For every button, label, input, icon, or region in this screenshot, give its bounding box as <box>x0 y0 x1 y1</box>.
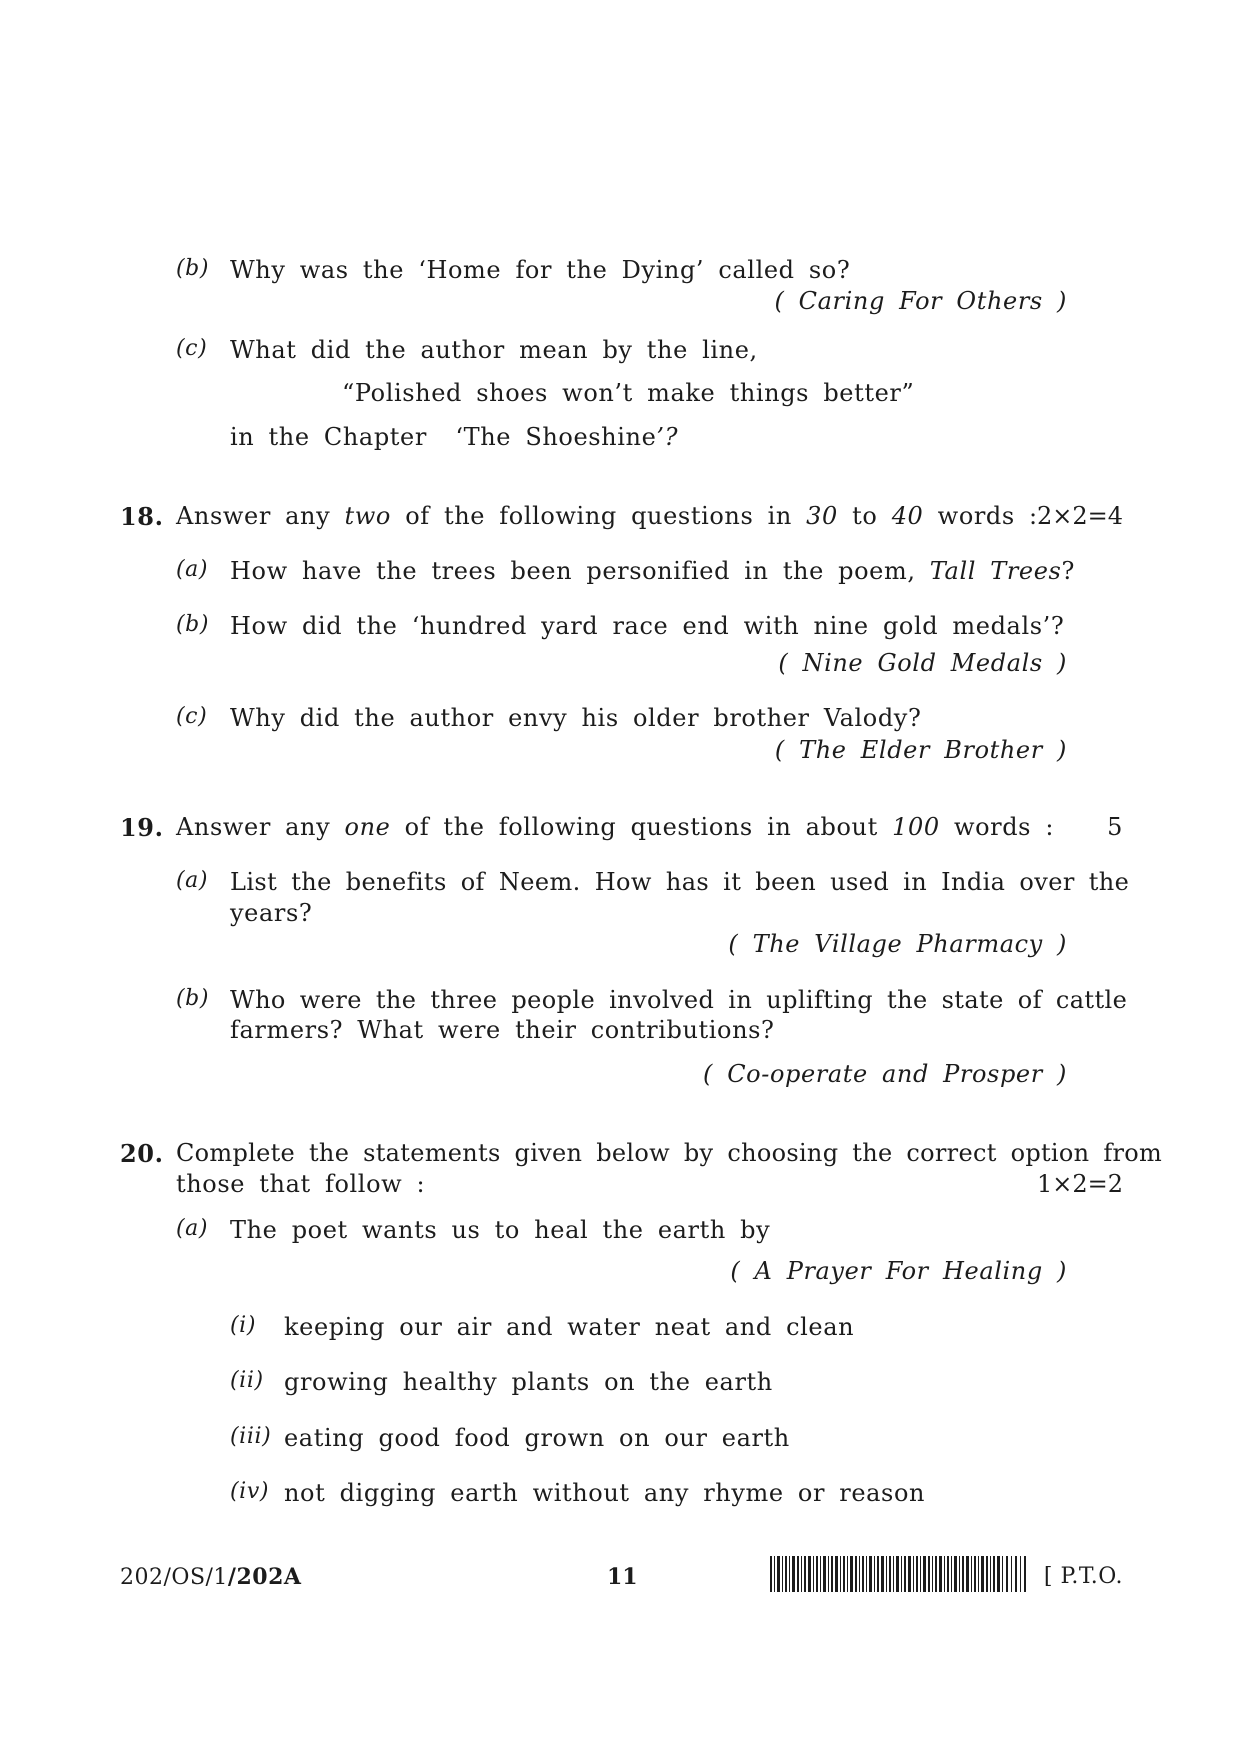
q19-intro-em1: one <box>344 813 391 841</box>
q18-b-text: How did the ‘hundred yard race end with nine gold medals’? <box>230 612 1065 640</box>
q19-b-line1: Who were the three people involved in uplifting the state of cattle <box>230 986 1128 1014</box>
q17-c-chapter-end: ’? <box>656 423 679 451</box>
q20-number: 20. <box>120 1139 164 1168</box>
q20-a-source: ( A Prayer For Healing ) <box>730 1257 1067 1285</box>
q19-a-source: ( The Village Pharmacy ) <box>728 930 1067 958</box>
q18-a-poem: Tall Trees <box>929 557 1062 585</box>
q18-c-label: (c) <box>176 704 208 729</box>
q18-marks: 2×2=4 <box>1036 502 1123 530</box>
pto-label: [ P.T.O. <box>1043 1564 1123 1589</box>
q19-intro-mid: of the following questions in about <box>404 813 878 841</box>
q20-line1: Complete the statements given below by choosing the correct option from <box>176 1139 1163 1167</box>
q17-b-label: (b) <box>176 256 210 281</box>
q17-c-chapter: ‘The Shoeshine <box>455 423 657 451</box>
q18-b-label: (b) <box>176 612 210 637</box>
q18-c-text: Why did the author envy his older brother Valody? <box>230 704 922 732</box>
q18-intro-mid1: of the following questions in <box>405 502 792 530</box>
q19-intro-em2: 100 <box>892 813 940 841</box>
q17-b-source: ( Caring For Others ) <box>774 287 1067 315</box>
q20-option-label: (i) <box>230 1313 257 1338</box>
q17-c-text: What did the author mean by the line, <box>230 336 758 364</box>
q20-marks: 1×2=2 <box>1036 1170 1123 1198</box>
q19-intro <box>176 813 1054 841</box>
q20-option-text: not digging earth without any rhyme or reason <box>284 1479 926 1507</box>
q18-a-text: How have the trees been personified in the poem, <box>230 557 916 585</box>
q20-option-text: keeping our air and water neat and clean <box>284 1313 855 1341</box>
q19-marks: 5 <box>1107 813 1123 841</box>
q18-intro-em3: 40 <box>891 502 924 530</box>
q20-line2: those that follow : <box>176 1170 426 1198</box>
q20-option-text: growing healthy plants on the earth <box>284 1368 773 1396</box>
q20-a-text: The poet wants us to heal the earth by <box>230 1216 771 1244</box>
q20-option-label: (ii) <box>230 1368 264 1393</box>
q17-c-label: (c) <box>176 336 208 361</box>
q18-a-label: (a) <box>176 557 209 582</box>
q19-b-line2: farmers? What were their contributions? <box>230 1016 775 1044</box>
q20-option-label: (iv) <box>230 1479 270 1504</box>
footer-code-prefix: 202/OS/1 <box>120 1565 228 1590</box>
q20-option-label: (iii) <box>230 1424 272 1449</box>
q17-b-text: Why was the ‘Home for the Dying’ called so? <box>230 256 851 284</box>
q19-a-label: (a) <box>176 868 209 893</box>
q17-c-quote: “Polished shoes won’t make things better” <box>342 379 915 407</box>
q19-b-label: (b) <box>176 986 210 1011</box>
q19-number: 19. <box>120 813 164 842</box>
q18-intro-em2: 30 <box>806 502 838 530</box>
q18-a-end: ? <box>1061 557 1075 585</box>
q18-a-question <box>230 557 1075 585</box>
q18-intro-post: words : <box>937 502 1038 530</box>
q19-intro-post: words : <box>953 813 1055 841</box>
q18-intro-em1: two <box>344 502 391 530</box>
q18-intro-mid2: to <box>852 502 878 530</box>
q18-number: 18. <box>120 502 164 531</box>
barcode <box>770 1556 1028 1592</box>
q19-b-source: ( Co-operate and Prosper ) <box>703 1060 1067 1088</box>
q18-b-source: ( Nine Gold Medals ) <box>778 649 1067 677</box>
page-number: 11 <box>607 1564 638 1590</box>
footer-code <box>120 1564 301 1590</box>
q19-a-line1: List the benefits of Neem. How has it been used in India over the <box>230 868 1130 896</box>
q17-c-line3-prefix: in the Chapter <box>230 423 427 451</box>
q19-a-line2: years? <box>230 899 313 927</box>
q18-c-source: ( The Elder Brother ) <box>774 736 1067 764</box>
footer-code-bold: /202A <box>227 1564 302 1590</box>
q18-intro <box>176 502 1038 530</box>
q20-a-label: (a) <box>176 1216 209 1241</box>
q18-intro-pre: Answer any <box>176 502 331 530</box>
q19-intro-pre: Answer any <box>176 813 331 841</box>
q17-c-line3 <box>230 423 678 451</box>
q20-option-text: eating good food grown on our earth <box>284 1424 790 1452</box>
